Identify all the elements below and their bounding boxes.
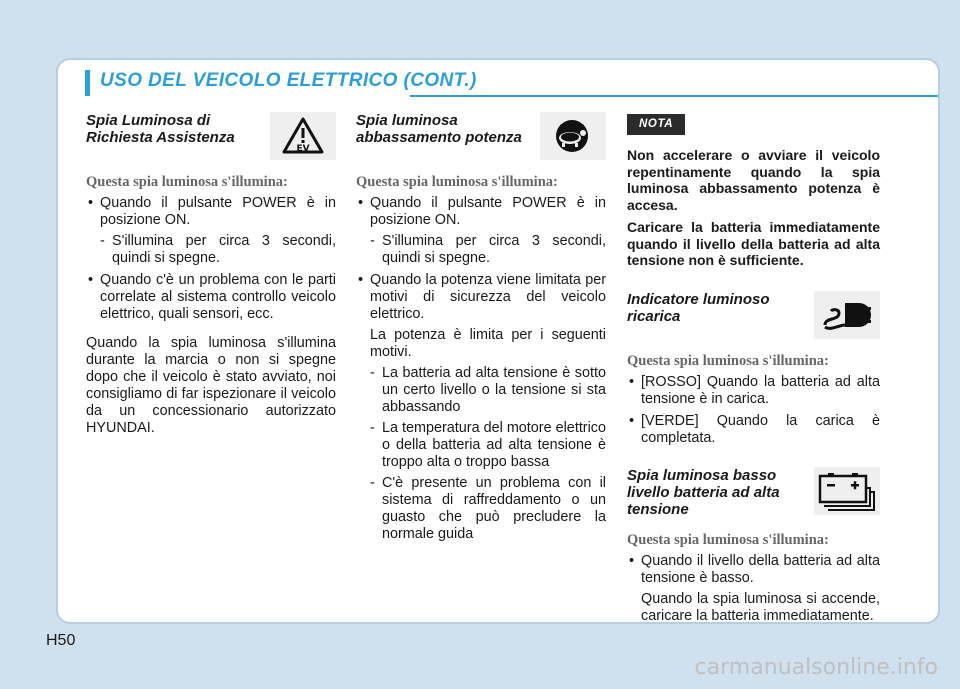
list-item: - S'illumina per circa 3 secondi, quindi si spegne.	[100, 233, 336, 267]
list-item: • Quando c'è un problema con le parti correlate al sistema controllo veicolo elettrico, quali sensori, ecc.	[86, 272, 336, 323]
section-heading	[627, 467, 880, 518]
section-heading	[627, 291, 880, 339]
bullet-list	[86, 195, 336, 323]
paragraph: Quando la spia luminosa s'illumina durante la marcia o non si spegne dopo che il veicolo è stato avviato, noi consigliamo di far ispezionare il veicolo da un concessionario autorizzato HYUNDAI.	[86, 335, 336, 436]
nota-badge: NOTA	[627, 114, 685, 135]
ev-warning-triangle-icon	[270, 112, 336, 160]
list-item: - La batteria ad alta tensione è sotto un certo livello o la tensione si sta abbassando	[370, 365, 606, 416]
turtle-icon	[540, 112, 606, 160]
section-heading	[86, 112, 336, 160]
section-title: Spia luminosa abbassamento potenza	[356, 112, 522, 146]
bullet-text: Quando il pulsante POWER è in posizione ON.	[370, 195, 606, 228]
list-item: - C'è presente un problema con il sistema di raffreddamento o un guasto che può precludere la normale guida	[370, 475, 606, 543]
section-title: Spia Luminosa di Richiesta Assistenza	[86, 112, 235, 146]
dash-list	[370, 233, 606, 267]
column-power-down	[356, 112, 606, 548]
column-service-warning	[86, 112, 336, 437]
nota-paragraph: Non accelerare o avviare il veicolo repentinamente quando la spia luminosa abbassamento potenza è accesa.	[627, 147, 880, 213]
bullet-text: Quando il livello della batteria ad alta tensione è basso.	[641, 552, 880, 586]
header-rule	[410, 95, 938, 97]
sub-paragraph: La potenza è limita per i seguenti motivi.	[370, 327, 606, 360]
list-item	[356, 272, 606, 543]
section-heading	[356, 112, 606, 160]
list-item	[356, 195, 606, 267]
lead-text: Questa spia luminosa s'illumina:	[86, 174, 288, 190]
lead-text: Questa spia luminosa s'illumina:	[627, 352, 829, 369]
header-accent-bar	[85, 70, 90, 96]
battery-icon	[814, 467, 880, 515]
svg-text:EV: EV	[296, 144, 310, 154]
bullet-text: Quando il pulsante POWER è in posizione ON.	[100, 195, 336, 228]
list-item	[627, 553, 880, 625]
lead-text: Questa spia luminosa s'illumina:	[627, 531, 829, 548]
dash-list	[100, 233, 336, 267]
list-item: - La temperatura del motore elettrico o della batteria ad alta tensione è troppo alta o troppo bassa	[370, 420, 606, 471]
page-number: H50	[46, 632, 76, 649]
nota-paragraph: Caricare la batteria immediatamente quando il livello della batteria ad alta tensione non è sufficiente.	[627, 219, 880, 268]
list-item	[86, 195, 336, 267]
bullet-list	[627, 553, 880, 625]
column-notes-charging	[627, 112, 880, 630]
bullet-list	[627, 374, 880, 447]
list-item: • [VERDE] Quando la carica è completata.	[627, 413, 880, 447]
list-item: • [ROSSO] Quando la batteria ad alta tensione è in carica.	[627, 374, 880, 408]
dash-list	[370, 365, 606, 543]
section-title: Indicatore luminoso ricarica	[627, 290, 770, 325]
list-item: - S'illumina per circa 3 secondi, quindi si spegne.	[370, 233, 606, 267]
bullet-text: Quando la potenza viene limitata per motivi di sicurezza del veicolo elettrico.	[370, 272, 606, 322]
watermark: carmanualsonline.info	[694, 655, 938, 680]
plug-icon	[814, 291, 880, 339]
section-header: USO DEL VEICOLO ELETTRICO (CONT.)	[100, 70, 477, 91]
sub-paragraph: Quando la spia luminosa si accende, caricare la batteria immediatamente.	[641, 590, 880, 624]
bullet-list	[356, 195, 606, 543]
section-title: Spia luminosa basso livello batteria ad alta tensione	[627, 466, 780, 518]
lead-text: Questa spia luminosa s'illumina:	[356, 174, 558, 190]
